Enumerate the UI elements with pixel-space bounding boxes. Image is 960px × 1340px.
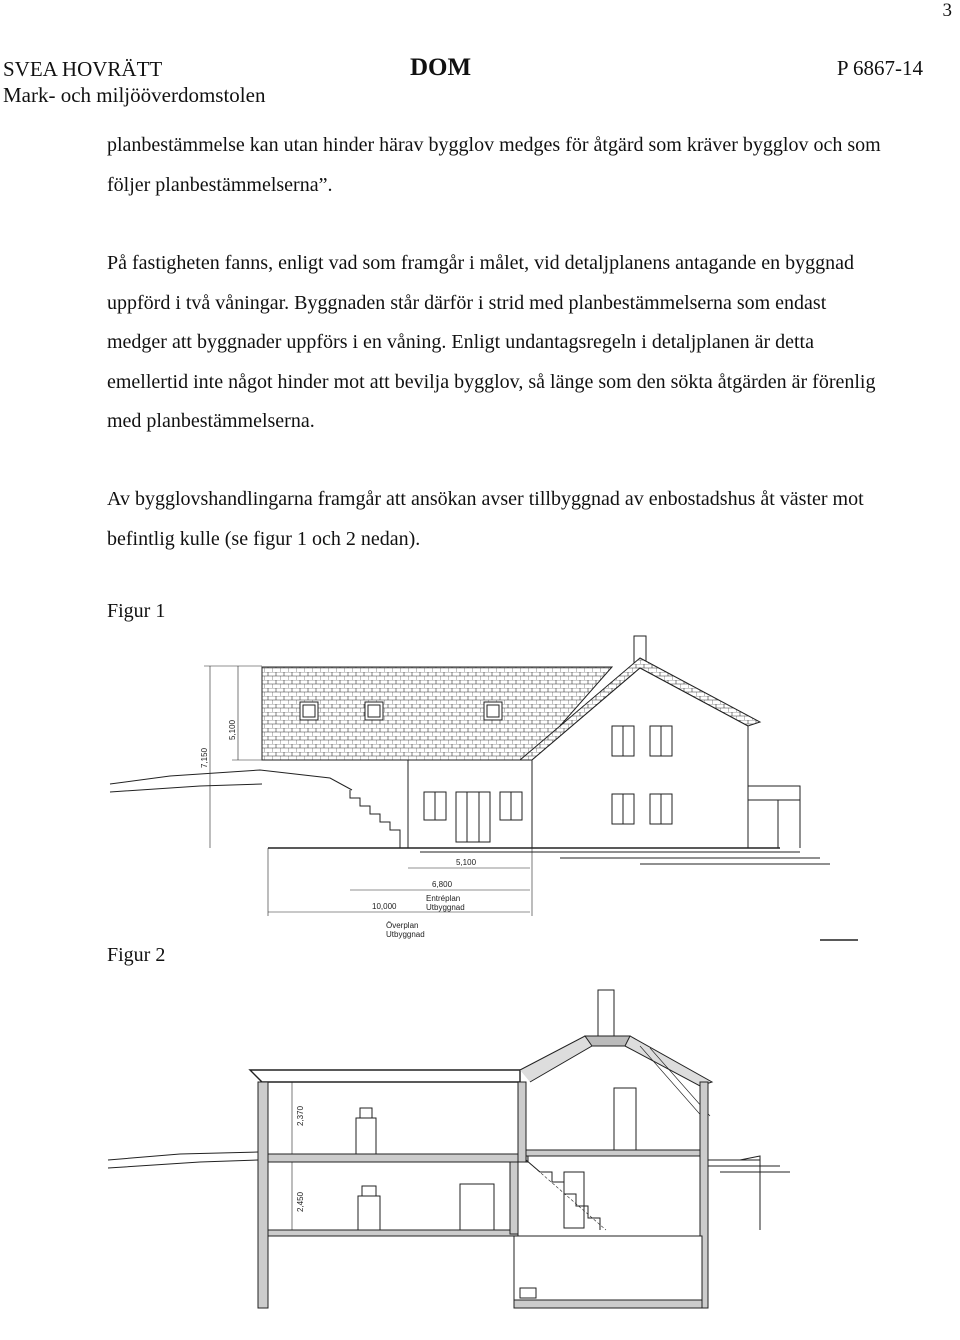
case-number: P 6867-14: [836, 56, 923, 80]
dim-width-total: 10,000: [372, 902, 397, 911]
paragraph-text: På fastigheten fanns, enligt vad som framgår i målet, vid detaljplanens antagande en byggnad uppförd i två våningar. Byggnaden står därför i strid med planbestämmelserna som endast medger att byggnader uppförs i en våning. Enligt undantagsregeln i detaljplanen är detta emellertid inte något hinder mot att bevilja bygglov, så länge som den sökta åtgärden är förenlig med planbestämmelserna.: [107, 252, 876, 432]
page-number: 3: [942, 0, 952, 21]
label-entry-extension: Utbyggnad: [426, 903, 465, 912]
paragraph-text: planbestämmelse kan utan hinder härav bygglov medges för åtgärd som kräver bygglov och som följer planbestämmelserna”.: [107, 134, 881, 196]
dim-width-lower: 6,800: [432, 880, 453, 889]
label-entry-level: Entréplan: [426, 894, 461, 903]
dim-height-upper-floor: 2,370: [296, 1105, 305, 1126]
figure-1-caption: Figur 1: [107, 600, 166, 622]
dim-width-upper: 5,100: [456, 858, 477, 867]
court-division: Mark- och miljööverdomstolen: [3, 83, 266, 107]
label-upper-level: Överplan: [386, 921, 419, 930]
court-name: SVEA HOVRÄTT: [3, 57, 163, 81]
dim-height-total: 7,150: [200, 747, 209, 768]
dim-height-upper: 5,100: [228, 719, 237, 740]
document-type: DOM: [410, 54, 472, 81]
paragraph-text: Av bygglovshandlingarna framgår att ansökan avser tillbyggnad av enbostadshus åt väster mot befintlig kulle (se figur 1 och 2 nedan).: [107, 488, 864, 550]
dim-height-lower-floor: 2,450: [296, 1191, 305, 1212]
label-upper-extension: Utbyggnad: [386, 930, 425, 939]
figure-2-caption: Figur 2: [107, 944, 166, 966]
